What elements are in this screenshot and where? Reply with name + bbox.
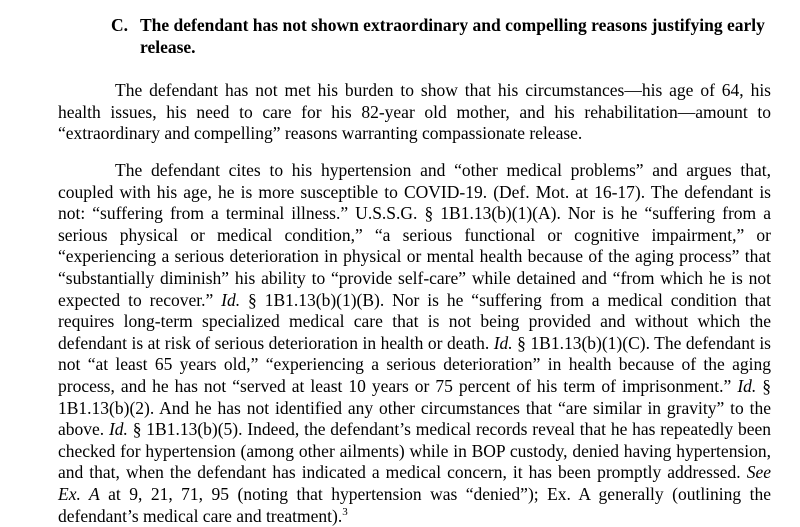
paragraph-medical-text-6: at 9, 21, 71, 95 (noting that hypertension was “denied”); Ex. A generally (outlining the defendant’s medical care and treatment). — [58, 483, 772, 526]
paragraph-medical-text-1: The defendant cites to his hypertension and “other medical problems” and argues that, coupled with his age, he is more susceptible to COVID-19. (Def. Mot. at 16-17). The defendant is not: “suffering from a terminal illness.” U.S.S.G. § 1B1.13(b)(1)(A). Nor is he “suffering from a serious physical or medical condition,” “a serious functional or cognitive impairment,” or “experiencing a serious deterioration in physical or mental health because of the aging process” that “substantially diminish” his ability to “provide self-care” while detained and “from which he is not expected to recover.” — [58, 160, 771, 310]
paragraph-burden — [58, 80, 771, 145]
paragraph-medical-text-2: § 1B1.13(b)(1)(B). Nor is he “suffering from a medical condition that requires long-term specialized medical care that is not being provided and without which the defendant is at risk of serious deterioration in health or death. — [58, 289, 772, 353]
citation-id: Id. — [221, 289, 241, 310]
paragraph-medical-text-4: § 1B1.13(b)(2). And he has not identified any other circumstances that “are similar in gravity” to the above. — [58, 375, 772, 440]
section-letter: C. — [111, 15, 129, 35]
paragraph-burden-text: The defendant has not met his burden to show that his circumstances—his age of 64, his health issues, his need to care for his 82-year old mother, and his rehabilitation—amount to “extraordinary and compelling” reasons warranting compassionate release. — [58, 80, 771, 144]
paragraph-medical-text-5: § 1B1.13(b)(5). Indeed, the defendant’s medical records reveal that he has repeatedly been checked for hypertension (among other ailments) while in BOP custody, denied having hypertension, and that, when the defendant has indicated a medical concern, it has been promptly addressed. — [58, 419, 771, 483]
paragraph-medical-text-3: § 1B1.13(b)(1)(C). The defendant is not “at least 65 years old,” “experiencing a serious deterioration” in health because of the aging process, and he has not “served at least 10 years or 75 percent of his term of imprisonment.” — [58, 332, 771, 396]
citation-id: Id. — [108, 419, 128, 440]
section-heading — [111, 14, 776, 58]
citation-see-exhibit: See Ex. A — [58, 462, 771, 504]
section-title: The defendant has not shown extraordinary and compelling reasons justifying early release. — [140, 15, 765, 57]
footnote-marker[interactable]: 3 — [342, 505, 348, 518]
citation-id: Id. — [737, 375, 757, 396]
citation-id: Id. — [493, 332, 513, 353]
paragraph-medical — [58, 160, 771, 527]
